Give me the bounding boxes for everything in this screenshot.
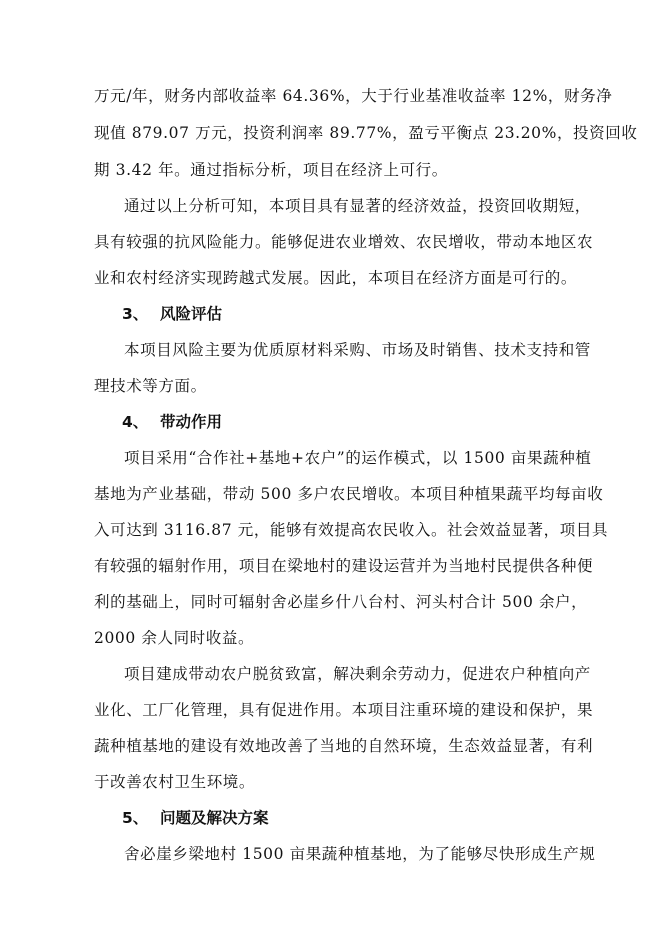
paragraph-line: 基地为产业基础，带动 500 多户农民增收。本项目种植果蔬平均每亩收	[94, 485, 604, 503]
paragraph-line: 万元/年，财务内部收益率 64.36%，大于行业基准收益率 12%，财务净	[94, 87, 613, 105]
paragraph-line: 具有较强的抗风险能力。能够促进农业增效、农民增收，带动本地区农	[94, 233, 594, 251]
paragraph-line: 业和农村经济实现跨越式发展。因此，本项目在经济方面是可行的。	[94, 269, 578, 287]
paragraph-line: 蔬种植基地的建设有效地改善了当地的自然环境，生态效益显著，有利	[94, 737, 594, 755]
paragraph-line: 利的基础上，同时可辐射舍必崖乡什八台村、河头村合计 500 余户，	[94, 593, 588, 611]
paragraph-line: 通过以上分析可知，本项目具有显著的经济效益，投资回收期短，	[124, 197, 591, 215]
paragraph-line: 入可达到 3116.87 元，能够有效提高农民收入。社会效益显著，项目具	[94, 521, 609, 539]
paragraph-line: 业化、工厂化管理，具有促进作用。本项目注重环境的建设和保护，果	[94, 701, 594, 719]
paragraph-line: 舍必崖乡梁地村 1500 亩果蔬种植基地，为了能够尽快形成生产规	[124, 845, 596, 863]
paragraph-line: 有较强的辐射作用，项目在梁地村的建设运营并为当地村民提供各种便	[94, 557, 594, 575]
section-title: 问题及解决方案	[160, 809, 269, 827]
paragraph-line: 期 3.42 年。通过指标分析，项目在经济上可行。	[94, 161, 448, 179]
section-heading-3	[122, 304, 222, 324]
section-title: 带动作用	[160, 413, 223, 431]
paragraph-line: 项目建成带动农户脱贫致富，解决剩余劳动力，促进农户种植向产	[124, 665, 591, 683]
section-title: 风险评估	[160, 305, 223, 323]
section-number: 4、	[122, 413, 149, 431]
paragraph-line: 2000 余人同时收益。	[94, 629, 255, 647]
paragraph-line: 理技术等方面。	[94, 377, 207, 395]
paragraph-line: 项目采用“合作社+基地+农户”的运作模式，以 1500 亩果蔬种植	[124, 449, 592, 467]
section-heading-5	[122, 808, 269, 828]
paragraph-line: 本项目风险主要为优质原材料采购、市场及时销售、技术支持和管	[124, 341, 591, 359]
paragraph-line: 于改善农村卫生环境。	[94, 773, 256, 791]
paragraph-line: 现值 879.07 万元，投资利润率 89.77%，盈亏平衡点 23.20%，投资回收	[94, 124, 638, 142]
section-number: 3、	[122, 305, 149, 323]
section-number: 5、	[122, 809, 149, 827]
section-heading-4	[122, 412, 222, 432]
